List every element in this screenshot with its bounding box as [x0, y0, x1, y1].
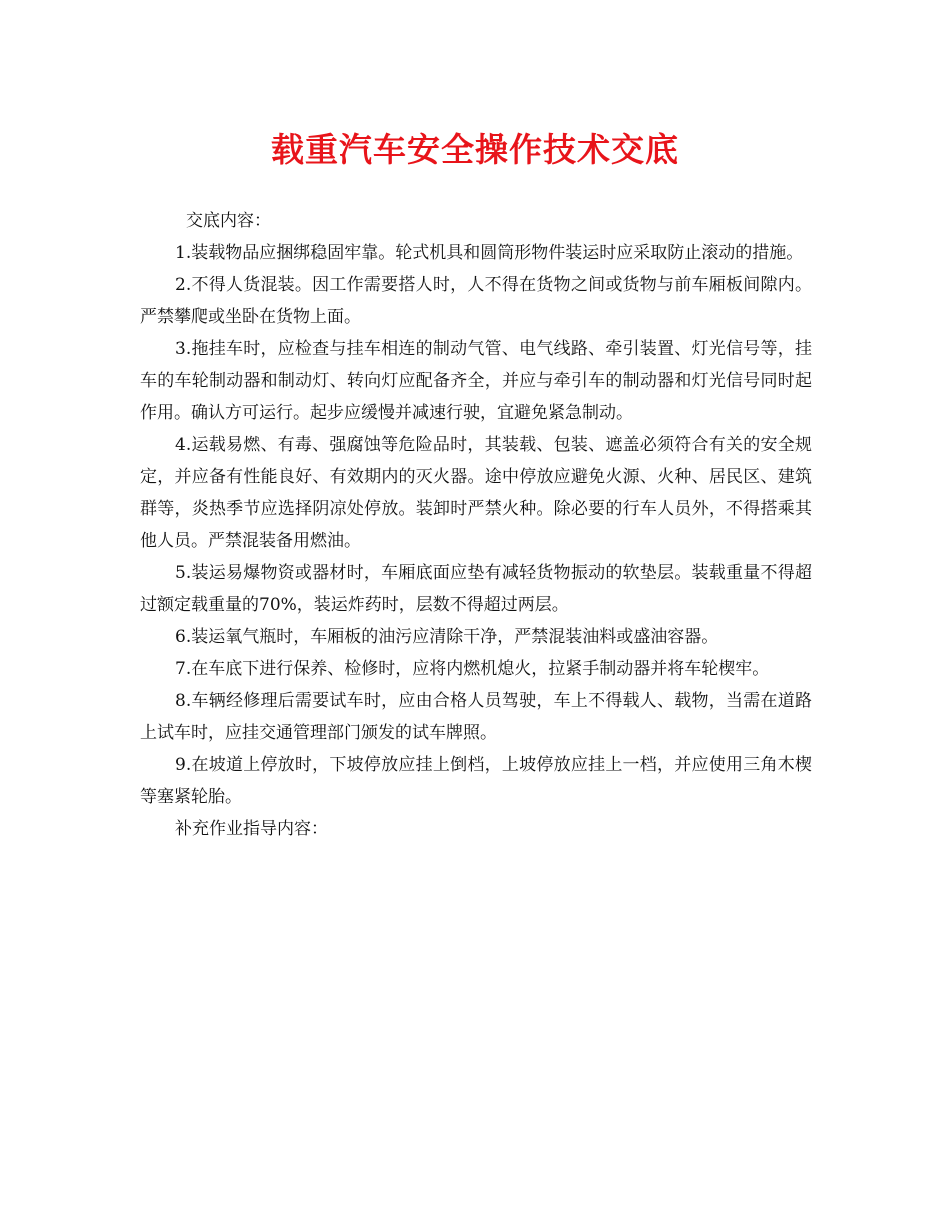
document-body	[140, 205, 812, 845]
list-item: 1.装载物品应捆绑稳固牢靠。轮式机具和圆筒形物件装运时应采取防止滚动的措施。	[175, 243, 804, 263]
list-item: 4.运载易燃、有毒、强腐蚀等危险品时，其装载、包装、遮盖必须符合有关的安全规定，并应备有性能良好、有效期内的灭火器。途中停放应避免火源、火种、居民区、建筑群等，炎热季节应选择阴凉处停放。装卸时严禁火种。除必要的行车人员外，不得搭乘其他人员。严禁混装备用燃油。	[140, 435, 812, 551]
list-item: 9.在坡道上停放时，下坡停放应挂上倒档，上坡停放应挂上一档，并应使用三角木楔等塞紧轮胎。	[140, 755, 812, 807]
list-item: 6.装运氧气瓶时，车厢板的油污应清除干净，严禁混装油料或盛油容器。	[175, 627, 719, 647]
list-item: 2.不得人货混装。因工作需要搭人时，人不得在货物之间或货物与前车厢板间隙内。严禁攀爬或坐卧在货物上面。	[140, 275, 812, 327]
list-item: 5.装运易爆物资或器材时，车厢底面应垫有减轻货物振动的软垫层。装载重量不得超过额定载重量的70%，装运炸药时，层数不得超过两层。	[140, 563, 812, 615]
list-item: 7.在车底下进行保养、检修时，应将内燃机熄火，拉紧手制动器并将车轮楔牢。	[175, 659, 770, 679]
list-item: 8.车辆经修理后需要试车时，应由合格人员驾驶，车上不得载人、载物，当需在道路上试车时，应挂交通管理部门颁发的试车牌照。	[140, 691, 812, 743]
intro-label: 交底内容：	[186, 211, 271, 231]
document-title: 载重汽车安全操作技术交底	[271, 130, 679, 169]
list-item: 3.拖挂车时，应检查与挂车相连的制动气管、电气线路、牵引装置、灯光信号等，挂车的车轮制动器和制动灯、转向灯应配备齐全，并应与牵引车的制动器和灯光信号同时起作用。确认方可运行。起步应缓慢并减速行驶，宜避免紧急制动。	[140, 339, 812, 423]
supplement-label: 补充作业指导内容：	[175, 819, 328, 839]
